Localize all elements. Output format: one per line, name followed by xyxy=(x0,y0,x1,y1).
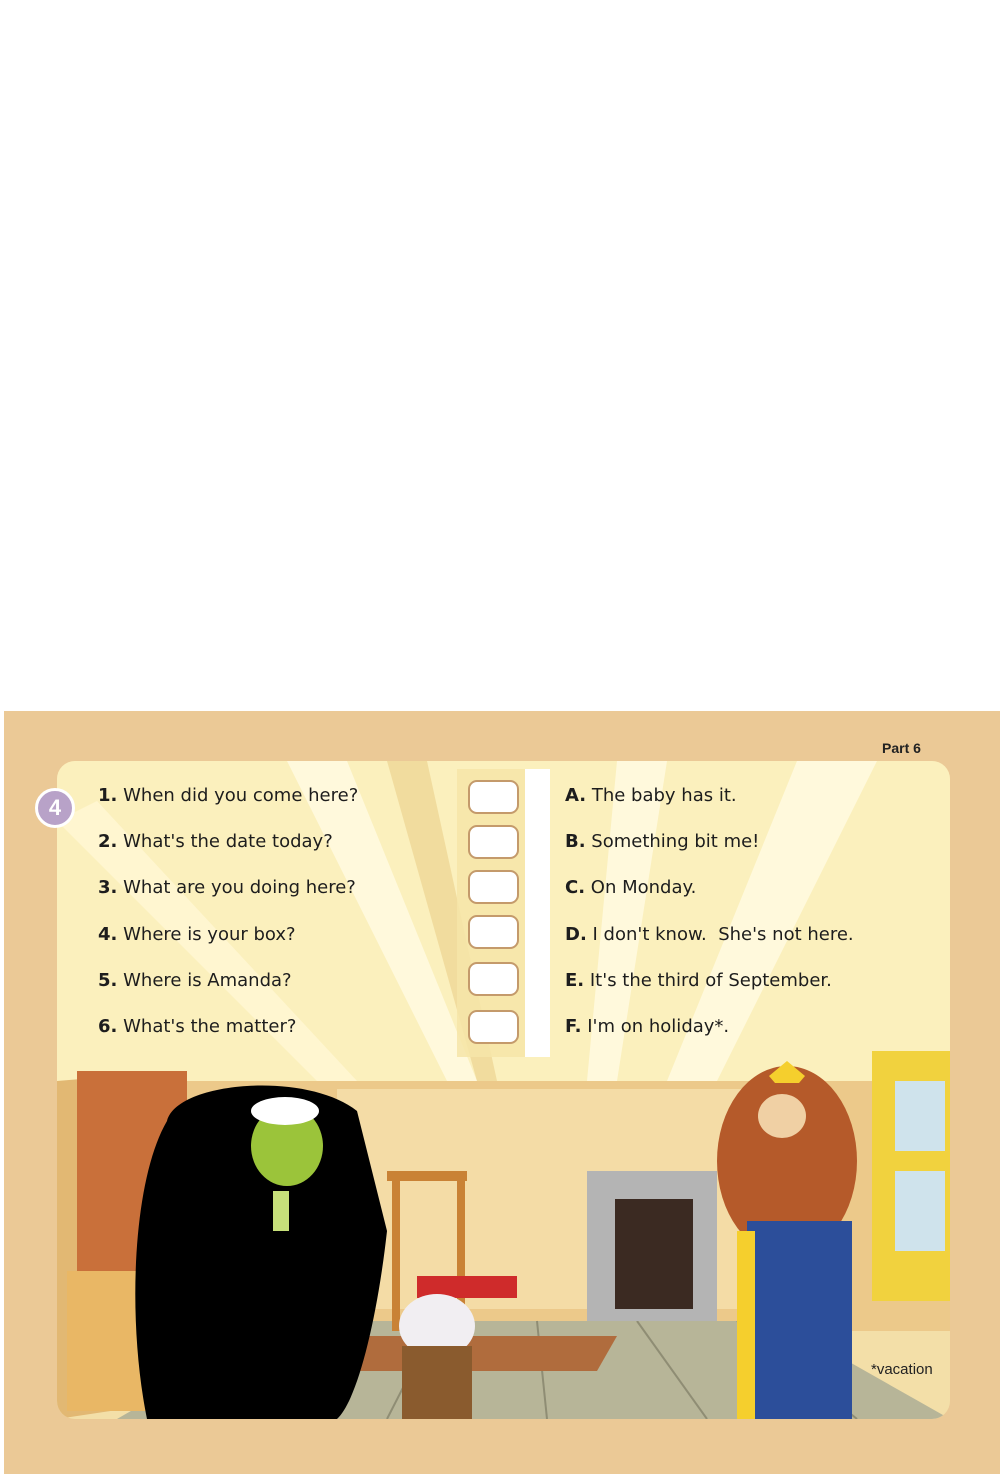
question-text: Where is Amanda? xyxy=(123,970,292,991)
question-5 xyxy=(98,970,292,991)
question-4 xyxy=(98,924,296,945)
question-text: What's the date today? xyxy=(123,831,333,852)
question-number: 4. xyxy=(98,924,118,945)
answer-letter: C. xyxy=(565,877,586,898)
question-text: When did you come here? xyxy=(123,785,359,806)
answer-text: The baby has it. xyxy=(591,785,737,806)
question-number: 1. xyxy=(98,785,118,806)
answer-D xyxy=(565,924,854,945)
question-number: 3. xyxy=(98,877,118,898)
answer-letter: E. xyxy=(565,970,585,991)
answer-E xyxy=(565,970,832,991)
answer-text: On Monday. xyxy=(590,877,697,898)
answer-C xyxy=(565,877,696,898)
answer-text: I'm on holiday*. xyxy=(587,1016,730,1037)
part-label: Part 6 xyxy=(882,740,921,756)
answer-A xyxy=(565,785,737,806)
question-text: What are you doing here? xyxy=(123,877,356,898)
answer-letter: A. xyxy=(565,785,587,806)
answer-text: Something bit me! xyxy=(591,831,760,852)
answer-letter: D. xyxy=(565,924,587,945)
question-number: 5. xyxy=(98,970,118,991)
question-6 xyxy=(98,1016,296,1037)
question-number: 6. xyxy=(98,1016,118,1037)
question-1 xyxy=(98,785,358,806)
answer-box-6[interactable] xyxy=(468,1010,519,1044)
footnote: *vacation xyxy=(871,1361,933,1378)
answer-text: It's the third of September. xyxy=(589,970,832,991)
question-text: Where is your box? xyxy=(123,924,296,945)
answer-box-2[interactable] xyxy=(468,825,519,859)
answer-letter: F. xyxy=(565,1016,582,1037)
answer-B xyxy=(565,831,759,852)
answer-box-4[interactable] xyxy=(468,915,519,949)
answer-F xyxy=(565,1016,729,1037)
exercise-number-badge: 4 xyxy=(35,788,75,828)
question-number: 2. xyxy=(98,831,118,852)
answer-text: I don't know. She's not here. xyxy=(592,924,854,945)
answer-box-5[interactable] xyxy=(468,962,519,996)
answer-box-1[interactable] xyxy=(468,780,519,814)
answer-letter: B. xyxy=(565,831,586,852)
answer-box-3[interactable] xyxy=(468,870,519,904)
question-text: What's the matter? xyxy=(123,1016,297,1037)
question-2 xyxy=(98,831,333,852)
question-3 xyxy=(98,877,356,898)
column-divider xyxy=(525,769,550,1057)
